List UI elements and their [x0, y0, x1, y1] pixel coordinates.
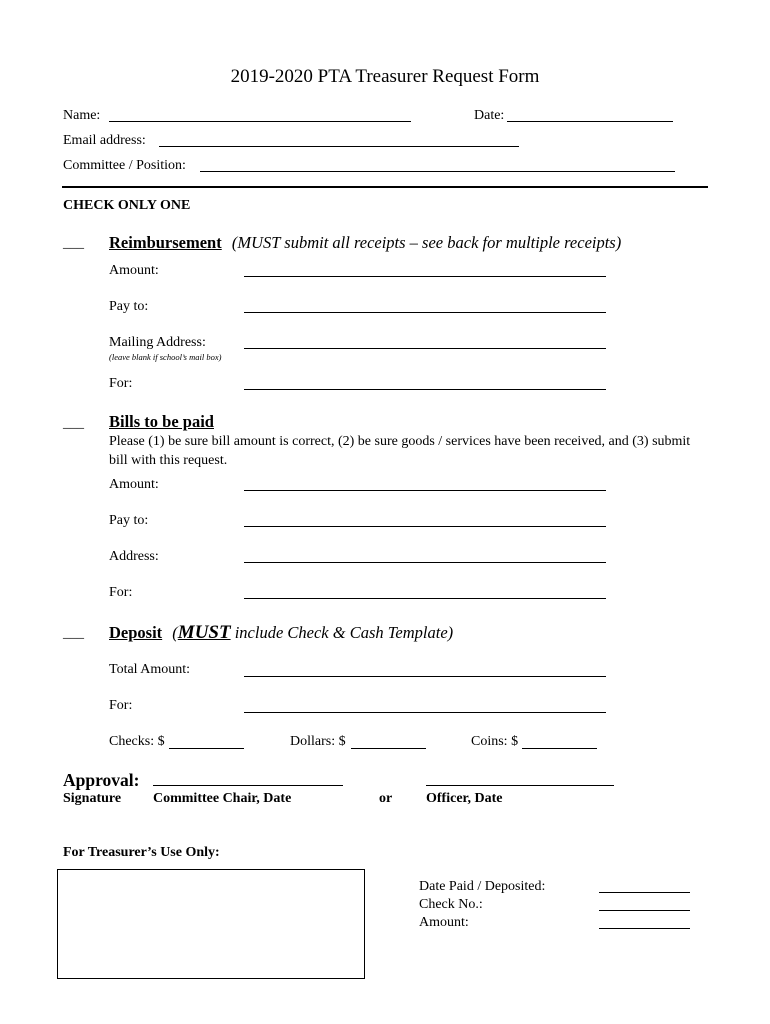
bills-payto-label: Pay to:: [109, 513, 149, 528]
reimb-payto-label: Pay to:: [109, 299, 149, 314]
name-label: Name:: [63, 108, 101, 123]
bills-instructions: Please (1) be sure bill amount is correct, (2) be sure goods / services have been received, and (3) submit bill with this request.: [109, 434, 691, 468]
committee-chair-signature-field[interactable]: [153, 785, 343, 786]
committee-field[interactable]: [200, 171, 675, 172]
dollars-field[interactable]: [351, 748, 426, 749]
reimbursement-heading: Reimbursement: [109, 233, 222, 252]
header-divider: [62, 186, 708, 188]
bills-amount-field[interactable]: [244, 490, 606, 491]
deposit-total-label: Total Amount:: [109, 662, 191, 677]
approval-label: Approval:: [63, 770, 140, 790]
check-no-label: Check No.:: [419, 897, 483, 912]
reimb-for-label: For:: [109, 376, 133, 391]
deposit-total-field[interactable]: [244, 676, 606, 677]
dollars-label: Dollars: $: [290, 734, 346, 749]
reimb-amount-label: Amount:: [109, 263, 159, 278]
deposit-note-must: MUST: [177, 622, 231, 643]
signature-label: Signature: [63, 791, 122, 806]
treasurer-heading: For Treasurer’s Use Only:: [63, 845, 220, 860]
officer-signature-field[interactable]: [426, 785, 614, 786]
deposit-for-label: For:: [109, 698, 133, 713]
or-label: or: [379, 791, 393, 806]
date-field[interactable]: [507, 121, 673, 122]
reimb-mailing-field[interactable]: [244, 348, 606, 349]
check-no-field[interactable]: [599, 910, 690, 911]
checks-field[interactable]: [169, 748, 244, 749]
coins-label: Coins: $: [471, 734, 519, 749]
reimbursement-note: (MUST submit all receipts – see back for multiple receipts): [231, 233, 622, 252]
bills-for-field[interactable]: [244, 598, 606, 599]
email-label: Email address:: [63, 133, 146, 148]
reimb-mailing-label: Mailing Address:: [109, 335, 206, 350]
reimb-amount-field[interactable]: [244, 276, 606, 277]
committee-chair-label: Committee Chair, Date: [153, 791, 292, 806]
deposit-heading: Deposit: [109, 623, 163, 642]
bills-amount-label: Amount:: [109, 477, 159, 492]
bills-for-label: For:: [109, 585, 133, 600]
coins-field[interactable]: [522, 748, 597, 749]
deposit-header: [109, 622, 453, 644]
committee-label: Committee / Position:: [63, 158, 186, 173]
checks-label: Checks: $: [109, 734, 165, 749]
bills-address-field[interactable]: [244, 562, 606, 563]
bills-address-label: Address:: [109, 549, 159, 564]
name-field[interactable]: [109, 121, 411, 122]
form-title: 2019-2020 PTA Treasurer Request Form: [230, 66, 540, 87]
date-paid-label: Date Paid / Deposited:: [419, 879, 546, 894]
deposit-for-field[interactable]: [244, 712, 606, 713]
reimb-payto-field[interactable]: [244, 312, 606, 313]
treasurer-notes-box[interactable]: [57, 869, 365, 979]
bills-heading: Bills to be paid: [109, 412, 214, 431]
check-only-one: CHECK ONLY ONE: [63, 198, 191, 213]
bills-payto-field[interactable]: [244, 526, 606, 527]
deposit-checkbox[interactable]: ___: [63, 626, 84, 641]
deposit-note-open: (: [172, 623, 178, 642]
treasurer-amount-field[interactable]: [599, 928, 690, 929]
date-paid-field[interactable]: [599, 892, 690, 893]
bills-checkbox[interactable]: ___: [63, 416, 84, 431]
reimbursement-checkbox[interactable]: ___: [63, 236, 84, 251]
date-label: Date:: [474, 108, 505, 123]
email-field[interactable]: [159, 146, 519, 147]
reimb-for-field[interactable]: [244, 389, 606, 390]
reimb-mailing-hint: (leave blank if school’s mail box): [109, 352, 222, 362]
deposit-note-rest: include Check & Cash Template): [230, 623, 454, 642]
officer-label: Officer, Date: [426, 791, 503, 806]
treasurer-amount-label: Amount:: [419, 915, 469, 930]
reimbursement-header: [109, 233, 621, 253]
